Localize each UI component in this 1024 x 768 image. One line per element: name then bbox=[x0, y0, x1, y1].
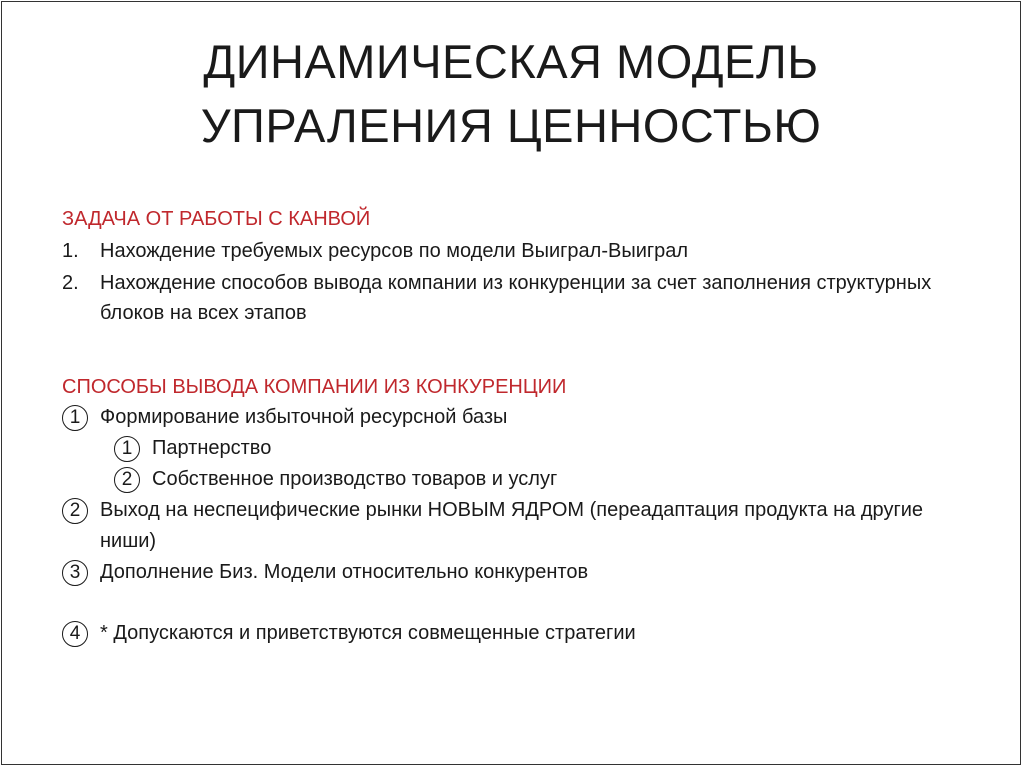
task-item-number: 1. bbox=[62, 240, 79, 262]
way-item bbox=[62, 557, 962, 588]
task-item-text: Нахождение способов вывода компании из конкуренции за счет заполнения структурных блоков на всех этапов bbox=[100, 272, 932, 324]
way-subitem bbox=[62, 433, 962, 464]
task-list bbox=[62, 236, 962, 330]
way-item-text: Дополнение Биз. Модели относительно конкурентов bbox=[100, 561, 589, 583]
circled-number-icon: 3 bbox=[62, 560, 88, 586]
slide-title bbox=[0, 30, 1022, 158]
ways-list bbox=[62, 402, 962, 649]
circled-number-icon: 4 bbox=[62, 621, 88, 647]
way-subitem-text: Собственное производство товаров и услуг bbox=[152, 468, 558, 490]
circled-number-icon: 2 bbox=[62, 498, 88, 524]
way-subitem bbox=[62, 464, 962, 495]
slide-title-line-2: УПРАЛЕНИЯ ЦЕННОСТЬЮ bbox=[200, 99, 822, 152]
circled-number-icon: 2 bbox=[114, 467, 140, 493]
way-item-text: Выход на неспецифические рынки НОВЫМ ЯДРОМ (переадаптация продукта на другие ниши) bbox=[100, 499, 924, 552]
task-list-item bbox=[62, 236, 962, 266]
way-item bbox=[62, 402, 962, 433]
way-item bbox=[62, 495, 962, 557]
way-item bbox=[62, 618, 962, 649]
task-list-item bbox=[62, 268, 962, 328]
circled-number-icon: 1 bbox=[62, 405, 88, 431]
way-item-text: * Допускаются и приветствуются совмещенные стратегии bbox=[100, 622, 636, 644]
slide-title-line-1: ДИНАМИЧЕСКАЯ МОДЕЛЬ bbox=[203, 35, 819, 88]
ways-section-heading: СПОСОБЫ ВЫВОДА КОМПАНИИ ИЗ КОНКУРЕНЦИИ bbox=[62, 376, 567, 398]
way-subitem-text: Партнерство bbox=[152, 437, 272, 459]
way-item-text: Формирование избыточной ресурсной базы bbox=[100, 406, 508, 428]
task-section-heading: ЗАДАЧА ОТ РАБОТЫ С КАНВОЙ bbox=[62, 208, 371, 230]
circled-number-icon: 1 bbox=[114, 436, 140, 462]
task-item-text: Нахождение требуемых ресурсов по модели Выиграл-Выиграл bbox=[100, 240, 689, 262]
task-item-number: 2. bbox=[62, 272, 79, 294]
